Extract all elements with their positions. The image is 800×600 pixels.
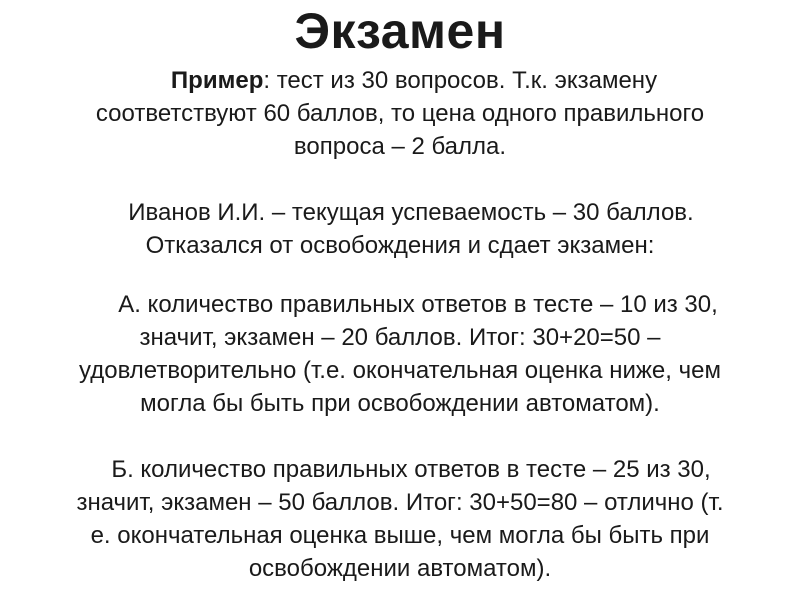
slide-title: Экзамен [294, 3, 506, 59]
case-b-line-4: освобождении автоматом). [248, 555, 552, 582]
example-line-3: вопроса – 2 балла. [293, 133, 507, 160]
ivanov-line-1: Иванов И.И. – текущая успеваемость – 30 баллов. [128, 199, 694, 226]
example-line-1 [0, 64, 800, 97]
case-a-line-2: значит, экзамен – 20 баллов. Итог: 30+20=50 – [139, 324, 661, 351]
example-line-2: соответствуют 60 баллов, то цена одного правильного [95, 100, 705, 127]
case-a-line-4: могла бы быть при освобождении автоматом). [140, 390, 660, 417]
case-b-paragraph [0, 453, 800, 585]
case-b-line-3: е. окончательная оценка выше, чем могла бы быть при [90, 522, 710, 549]
example-label: Пример [170, 67, 264, 94]
case-a-paragraph [0, 288, 800, 420]
case-a-line-1: А. количество правильных ответов в тесте – 10 из 30, [118, 291, 718, 318]
case-a-line-3: удовлетворительно (т.е. окончательная оценка ниже, чем [79, 357, 721, 384]
example-line-1-text: : тест из 30 вопросов. Т.к. экзамену [263, 67, 658, 94]
ivanov-paragraph [0, 196, 800, 262]
case-b-line-2: значит, экзамен – 50 баллов. Итог: 30+50=80 – отлично (т. [76, 489, 724, 516]
ivanov-line-2: Отказался от освобождения и сдает экзамен: [145, 232, 655, 259]
case-b-line-1: Б. количество правильных ответов в тесте – 25 из 30, [111, 456, 711, 483]
example-paragraph [0, 64, 800, 163]
